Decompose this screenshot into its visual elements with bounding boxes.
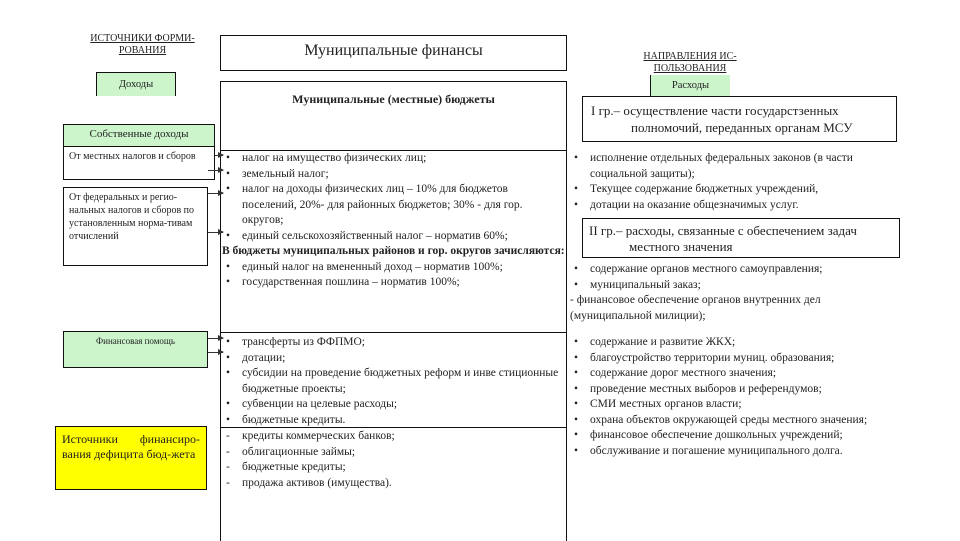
list-item: - облигационные займы; [222, 445, 565, 461]
income-box: Доходы [96, 72, 176, 96]
federal-taxes-box: От федеральных и регио-нальных налогов и сборов по установленным норма-тивам отчислений [63, 187, 208, 266]
list-item: • единый сельскохозяйственный налог – норматив 60%; [222, 229, 565, 245]
arrow-icon [208, 352, 223, 353]
group2-list-2 [570, 335, 905, 459]
arrow-icon [208, 170, 223, 171]
list-item: • содержание органов местного самоуправления; [570, 262, 905, 278]
divider [220, 332, 567, 333]
list-item: • дотации; [222, 351, 565, 367]
list-item: • Текущее содержание бюджетных учреждений, [570, 182, 905, 198]
financial-aid-box: Финансовая помощь [63, 331, 208, 368]
directions-header [625, 51, 755, 75]
page-title: Муниципальные финансы [220, 35, 567, 71]
group2-title: местного значения [629, 239, 733, 253]
list-item: • трансферты из ФФПМО; [222, 335, 565, 351]
list-item: • земельный налог; [222, 167, 565, 183]
list-item: • единый налог на вмененный доход – норматив 100%; [222, 260, 565, 276]
list-item: • СМИ местных органов власти; [570, 397, 905, 413]
aid-list [222, 335, 565, 428]
list-item: - финансовое обеспечение органов внутренних дел (муниципальной милиции); [570, 294, 821, 322]
own-income-box: Собственные доходы [63, 124, 215, 147]
districts-note: В бюджеты муниципальных районов и гор. округов зачисляются: [222, 245, 565, 257]
sources-header [80, 33, 205, 57]
group2-title: II гр.– расходы, связанные с обеспечением задач [589, 223, 857, 238]
list-item: • финансовое обеспечение дошкольных учреждений; [570, 428, 905, 444]
arrow-icon [208, 232, 223, 233]
directions-header-line: НАПРАВЛЕНИЯ ИС- [643, 51, 737, 62]
list-item: • государственная пошлина – норматив 100%; [222, 275, 565, 291]
list-item: • обслуживание и погашение муниципального долга. [570, 444, 905, 460]
group1-title: I гр.– осуществление части государстзенных [591, 103, 839, 118]
sources-header-line: РОВАНИЯ [118, 45, 167, 56]
budgets-title: Муниципальные (местные) бюджеты [292, 92, 495, 106]
list-item: • проведение местных выборов и референдумов; [570, 382, 905, 398]
expenses-box: Расходы [650, 75, 730, 96]
deficit-list [222, 429, 565, 491]
list-item: - продажа активов (имущества). [222, 476, 565, 492]
deficit-sources-box: Источники финансиро-вания дефицита бюд-жета [55, 426, 207, 490]
list-item: • содержание и развитие ЖКХ; [570, 335, 905, 351]
list-item: • субвенции на целевые расходы; [222, 397, 565, 413]
list-item: - кредиты коммерческих банков; [222, 429, 565, 445]
list-item: • налог на имущество физических лиц; [222, 151, 565, 167]
list-item: • содержание дорог местного значения; [570, 366, 905, 382]
directions-header-line: ПОЛЬЗОВАНИЯ [653, 63, 727, 74]
arrow-icon [208, 338, 223, 339]
tax-list [222, 151, 565, 291]
group2-box [582, 218, 900, 258]
list-item: - бюджетные кредиты; [222, 460, 565, 476]
group1-title: полномочий, переданных органам МСУ [631, 120, 853, 135]
list-item: • дотации на оказание общезначимых услуг. [570, 198, 905, 214]
list-item: • исполнение отдельных федеральных законов (в части социальной защиты); [570, 151, 905, 182]
list-item: • охрана объектов окружающей среды местного значения; [570, 413, 905, 429]
list-item: • налог на доходы физических лиц – 10% для бюджетов поселений, 20%- для районных бюджетов; 30% - для гор. округов; [222, 182, 565, 229]
arrow-icon [208, 193, 223, 194]
list-item: • бюджетные кредиты. [222, 413, 565, 429]
list-item: • благоустройство территории муниц. образования; [570, 351, 905, 367]
group1-list [570, 151, 905, 213]
local-taxes-box: От местных налогов и сборов [63, 146, 215, 180]
list-item: • субсидии на проведение бюджетных реформ и инве стиционные бюджетные проекты; [222, 366, 565, 397]
group1-box [582, 96, 897, 142]
list-item: • муниципальный заказ; [570, 278, 905, 294]
sources-header-line: ИСТОЧНИКИ ФОРМИ- [90, 33, 195, 44]
group2-list [570, 262, 905, 324]
